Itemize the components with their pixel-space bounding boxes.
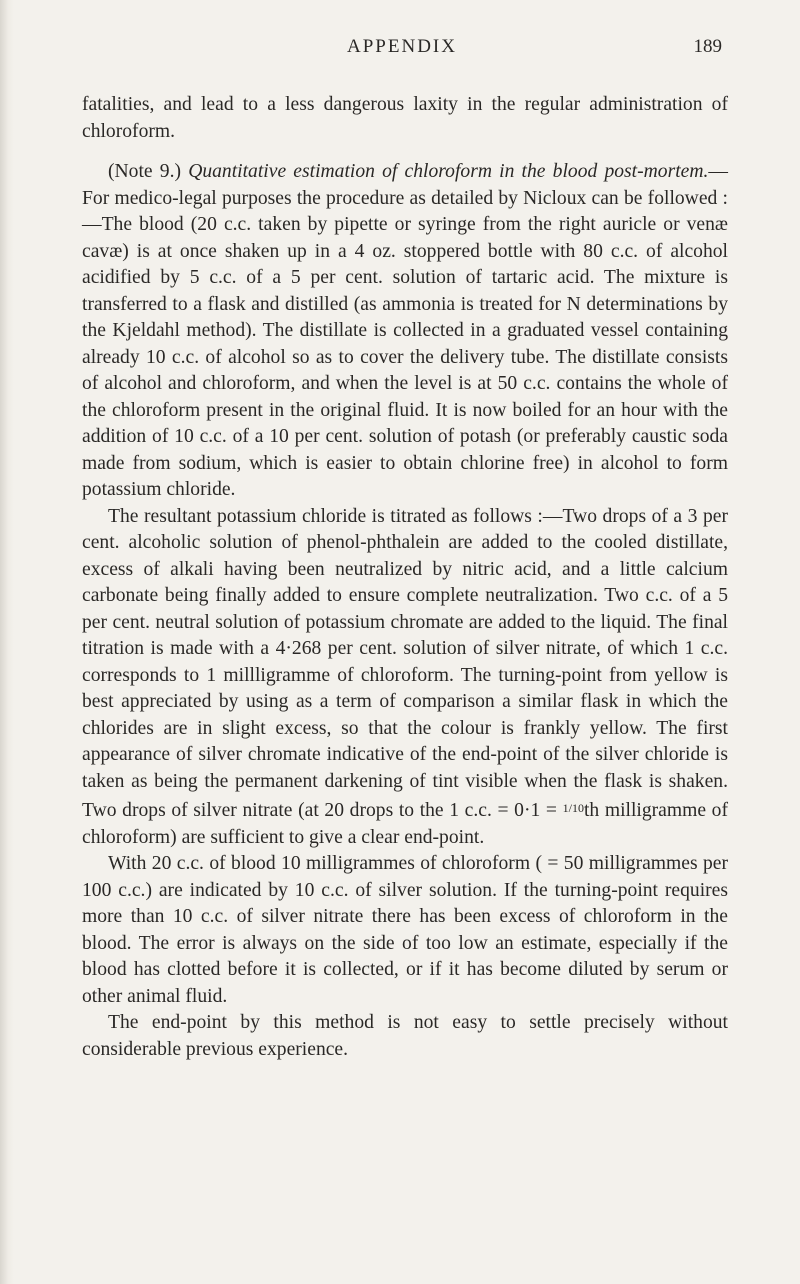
titration-paragraph [82, 504, 728, 852]
end-point-paragraph: The end-point by this method is not easy to settle precisely without considerable previous experience. [82, 1012, 728, 1060]
note-label: (Note 9.) [108, 161, 182, 182]
note-text: —For medico-legal purposes the procedure as detailed by Nicloux can be followed :—The blood (20 c.c. taken by pipette or syringe from the right auricle or venæ cavæ) is at once shaken up in a 4 oz. stoppered bottle with 80 c.c. of alcohol acidified by 5 c.c. of a 5 per cent. solution of tartaric acid. The mixture is transferred to a flask and distilled (as ammonia is treated for N determinations by the Kjeldahl method). The distillate is collected in a graduated vessel containing already 10 c.c. of alcohol so as to cover the delivery tube. The distillate consists of alcohol and chloroform, and when the level is at 50 c.c. contains the whole of the chloroform present in the original fluid. It is now boiled for an hour with the addition of 10 c.c. of a 10 per cent. solution of potash (or preferably caustic soda made from sodium, which is easier to obtain chlorine free) in alcohol to form potassium chloride. [82, 161, 728, 500]
page-body [82, 92, 728, 1063]
titration-text-a: The resultant potassium chloride is titrated as follows :—Two drops of a 3 per cent. alcoholic solution of phenol-phthalein are added to the cooled distillate, excess of alkali having been neutralized by nitric acid, and a little calcium carbonate being finally added to ensure complete neutralization. Two c.c. of a 5 per cent. neutral solution of potassium chromate are added to the liquid. The final titration is made with a 4·268 per cent. solution of silver nitrate, of which 1 c.c. corresponds to 1 millligramme of chloroform. The turning-point from yellow is best appreciated by using as a term of comparison a similar flask in which the chlorides are in slight excess, so that the colour is frankly yellow. The first appearance of silver chromate indicative of the end-point of the silver chloride is taken as being the permanent darkening of tint visible when the flask is shaken. Two drops of silver nitrate (at 20 drops to the 1 c.c. = 0·1 = [82, 505, 728, 821]
page-header [82, 36, 722, 66]
page-edge-shadow [0, 0, 14, 1284]
fraction-tenth: 1/10 [562, 801, 584, 815]
paragraph-continuation: fatalities, and lead to a less dangerous laxity in the regular administration of chloroform. [82, 94, 728, 142]
titration-text-b: th milligramme of chloroform) are sufficient to give a clear end-point. [82, 800, 729, 848]
blood-result-paragraph: With 20 c.c. of blood 10 milligrammes of chloroform ( = 50 milligrammes per 100 c.c.) are indicated by 10 c.c. of silver solution. If the turning-point requires more than 10 c.c. of silver nitrate there has been excess of chloroform in the blood. The error is always on the side of too low an estimate, especially if the blood has clotted before it is collected, or if it has become diluted by serum or other animal fluid. [82, 853, 728, 1007]
note-title: Quantitative estimation of chloroform in the blood post-mortem. [188, 161, 709, 182]
page-number: 189 [693, 36, 722, 57]
note-9-paragraph [82, 159, 728, 504]
running-head: APPENDIX [347, 36, 457, 57]
